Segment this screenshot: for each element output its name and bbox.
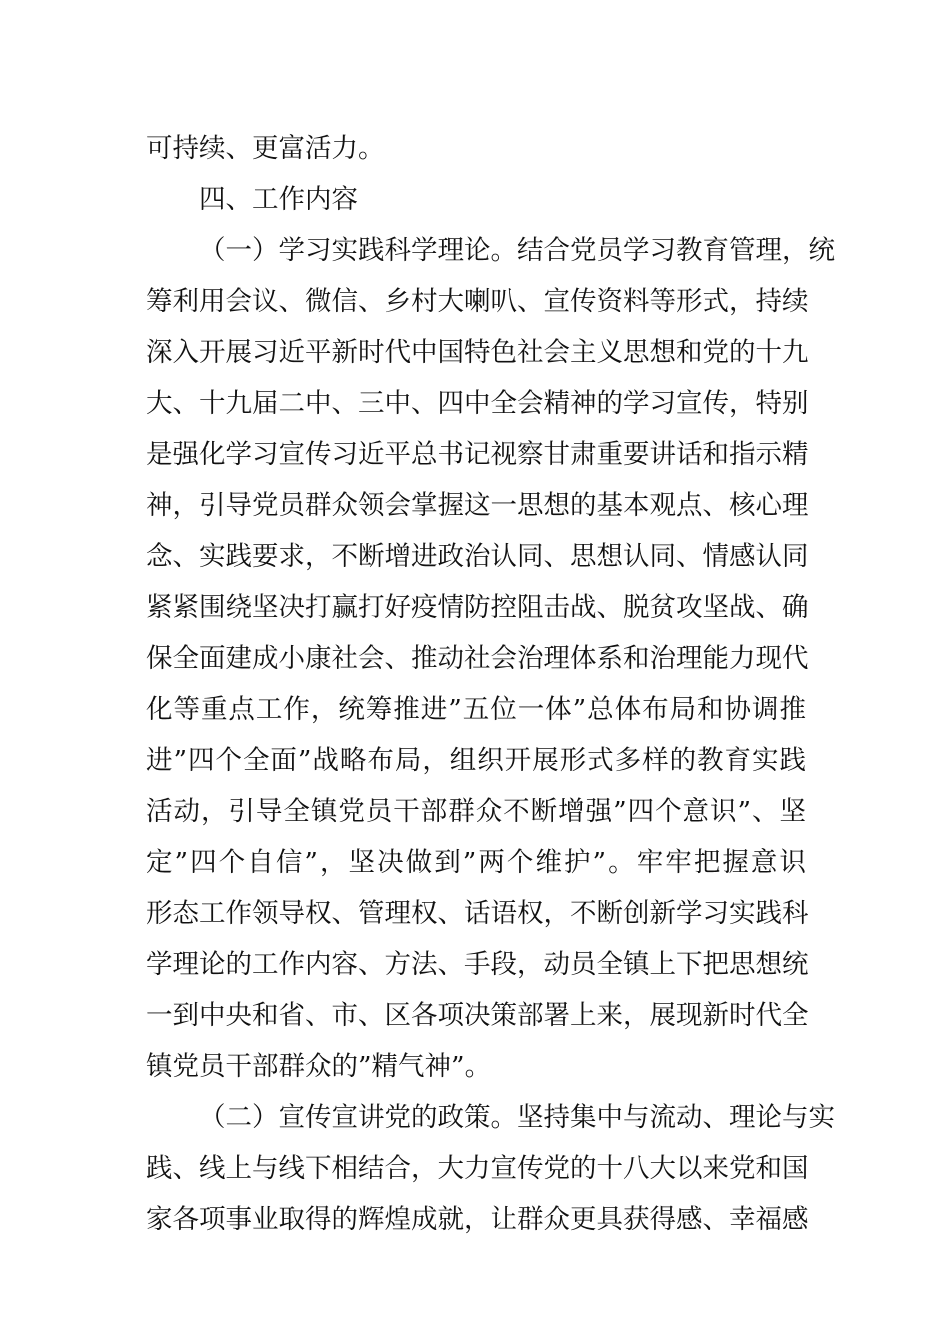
text-line: 大、十九届二中、三中、四中全会精神的学习宣传，特别 [146, 388, 809, 419]
text-line: 深入开展习近平新时代中国特色社会主义思想和党的十九 [146, 337, 809, 368]
text-line: （一）学习实践科学理论。结合党员学习教育管理，统 [199, 235, 835, 266]
text-line: 学理论的工作内容、方法、手段，动员全镇上下把思想统 [146, 949, 809, 980]
text-line: 是强化学习宣传习近平总书记视察甘肃重要讲话和指示精 [146, 439, 809, 470]
text-line: 念、实践要求，不断增进政治认同、思想认同、情感认同 [146, 541, 809, 572]
text-line: 筹利用会议、微信、乡村大喇叭、宣传资料等形式，持续 [146, 286, 809, 317]
text-line: 活动，引导全镇党员干部群众不断增强”四个意识”、坚 [146, 796, 806, 827]
text-line: 镇党员干部群众的”精气神”。 [146, 1051, 492, 1082]
text-line: （二）宣传宣讲党的政策。坚持集中与流动、理论与实 [199, 1102, 835, 1133]
text-line: 可持续、更富活力。 [146, 133, 385, 164]
text-line: 保全面建成小康社会、推动社会治理体系和治理能力现代 [146, 643, 809, 674]
text-line: 神，引导党员群众领会掌握这一思想的基本观点、核心理 [146, 490, 809, 521]
text-line: 紧紧围绕坚决打赢打好疫情防控阻击战、脱贫攻坚战、确 [146, 592, 809, 623]
section-heading: 四、工作内容 [199, 184, 358, 215]
text-line: 形态工作领导权、管理权、话语权，不断创新学习实践科 [146, 898, 809, 929]
text-line: 践、线上与线下相结合，大力宣传党的十八大以来党和国 [146, 1153, 809, 1184]
text-line: 进”四个全面”战略布局，组织开展形式多样的教育实践 [146, 745, 806, 776]
text-line: 家各项事业取得的辉煌成就，让群众更具获得感、幸福感 [146, 1204, 809, 1235]
text-line: 化等重点工作，统筹推进”五位一体”总体布局和协调推 [146, 694, 806, 725]
text-line: 定”四个自信”，坚决做到”两个维护”。牢牢把握意识 [146, 847, 806, 878]
text-line: 一到中央和省、市、区各项决策部署上来，展现新时代全 [146, 1000, 809, 1031]
